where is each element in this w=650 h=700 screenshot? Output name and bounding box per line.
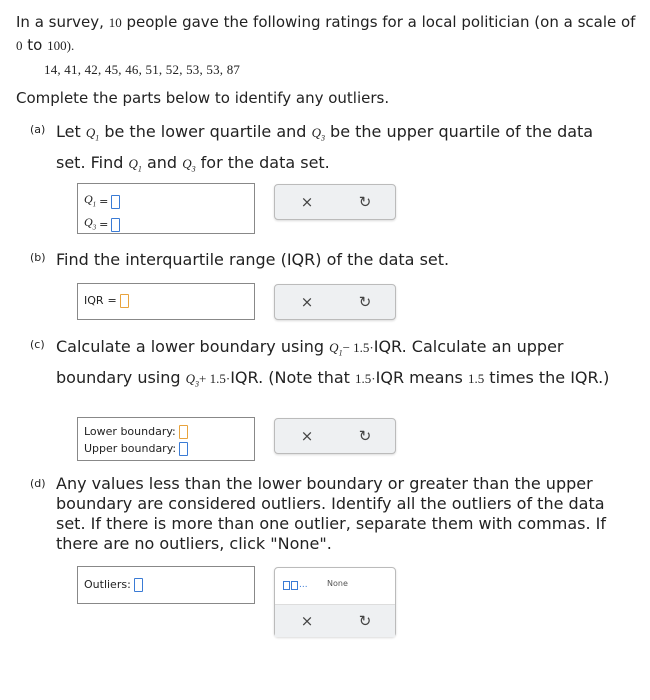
intro-text-2: people gave the following ratings for a local politician (on a scale of [126,13,636,31]
sequence-ellipsis: ... [299,580,308,590]
lower-formula-q: $Q_1$ [329,340,343,358]
q3-symbol: $Q_3$ [311,125,325,143]
part-b-answer-box [77,283,255,320]
intro-text: In a survey, [16,13,104,31]
iqr-label: IQR [84,294,104,307]
intro-end: ). [66,38,75,53]
part-c-text [56,335,620,396]
part-c-toolbar [274,418,396,454]
q3-eq: = [99,218,109,232]
scale-min: 0 [16,38,23,53]
clear-icon[interactable]: × [300,193,314,211]
part-a-toolbar [274,184,396,220]
part-c-text-3: IQR. (Note that [230,367,350,387]
lower-boundary-input[interactable] [179,425,188,439]
sequence-box-icon [291,581,298,590]
q3-symbol-2: $Q_3$ [182,155,196,174]
outliers-label: Outliers: [84,578,131,591]
part-b-toolbar [274,284,396,320]
part-a-text [56,120,620,181]
reset-icon[interactable]: ↻ [358,293,372,311]
clear-icon[interactable]: × [300,611,314,630]
part-a [30,120,620,181]
q1-eq: = [99,194,109,208]
reset-icon[interactable]: ↻ [358,611,372,630]
part-a-answer-box [77,183,255,234]
iqr-eq: = [107,294,117,307]
q1-symbol: $Q_1$ [85,125,100,143]
part-b-text: Find the interquartile range (IQR) of the data set. [56,250,450,269]
part-c-text-5: times the IQR.) [489,367,610,387]
lower-boundary-label: Lower boundary: [84,425,176,438]
dataset-values: 14, 41, 42, 45, 46, 51, 52, 53, 53, 87 [44,62,241,77]
clear-icon[interactable]: × [300,427,314,445]
q3-answer-row [78,214,254,235]
part-c-text-4: IQR means [375,367,463,387]
scale-to: to [27,36,43,54]
q3-input[interactable] [111,218,120,232]
part-a-text-3: be the upper quartile of the data set. Find [56,122,594,172]
upper-boundary-row [78,441,254,457]
sequence-box-icon [283,581,290,590]
reset-icon[interactable]: ↻ [358,427,372,445]
clear-icon[interactable]: × [300,293,314,311]
q1-input[interactable] [111,195,120,209]
part-d-toolbar-top [275,568,395,602]
lower-formula-rest: − 1.5· [342,340,374,355]
part-a-text-5: for the data set. [200,152,330,172]
part-c-text-2: IQR. Calculate an upper boundary using [56,337,564,387]
note-num-2: 1.5 [467,370,485,386]
part-d-toolbar-bottom [275,604,395,637]
upper-formula-rest: + 1.5· [199,370,231,386]
part-d-answer-box [77,566,255,604]
part-c-answer-box [77,417,255,461]
part-a-text-1: Let [56,122,81,141]
scale-max: 100 [47,38,67,53]
lower-boundary-row [78,424,254,440]
iqr-answer-row [78,293,254,309]
question-intro [16,11,636,57]
q1-symbol-2: $Q_1$ [128,155,142,174]
part-d [30,474,620,554]
reset-icon[interactable]: ↻ [358,193,372,211]
q3-row-label: $Q_3$ [84,215,97,232]
part-a-text-4: and [146,152,178,172]
q1-row-label: $Q_1$ [84,192,97,209]
note-num: 1.5· [355,370,376,386]
part-b-label: (b) [30,251,46,264]
upper-boundary-input[interactable] [179,442,188,456]
part-c [30,335,620,396]
outliers-row [78,577,254,593]
part-a-label: (a) [30,123,46,136]
part-c-label: (c) [30,338,45,351]
part-c-text-1: Calculate a lower boundary using [56,337,325,356]
instruction-text: Complete the parts below to identify any outliers. [16,89,390,107]
none-button[interactable]: None [327,579,348,588]
part-b [30,248,620,272]
q1-answer-row [78,191,254,212]
sequence-button[interactable] [283,580,308,590]
iqr-input[interactable] [120,294,129,308]
part-d-toolbar [274,567,396,637]
upper-boundary-label: Upper boundary: [84,442,177,455]
survey-count: 10 [108,15,122,30]
part-d-text: Any values less than the lower boundary or greater than the upper boundary are considered outliers. Identify all the outliers of the data set. If there is more than one outlier, separate them with commas. If there are no outliers, click "None". [56,474,606,553]
outliers-input[interactable] [134,578,143,592]
part-a-text-2: be the lower quartile and [104,122,307,141]
upper-formula-q: $Q_3$ [185,370,200,389]
part-d-label: (d) [30,477,46,490]
